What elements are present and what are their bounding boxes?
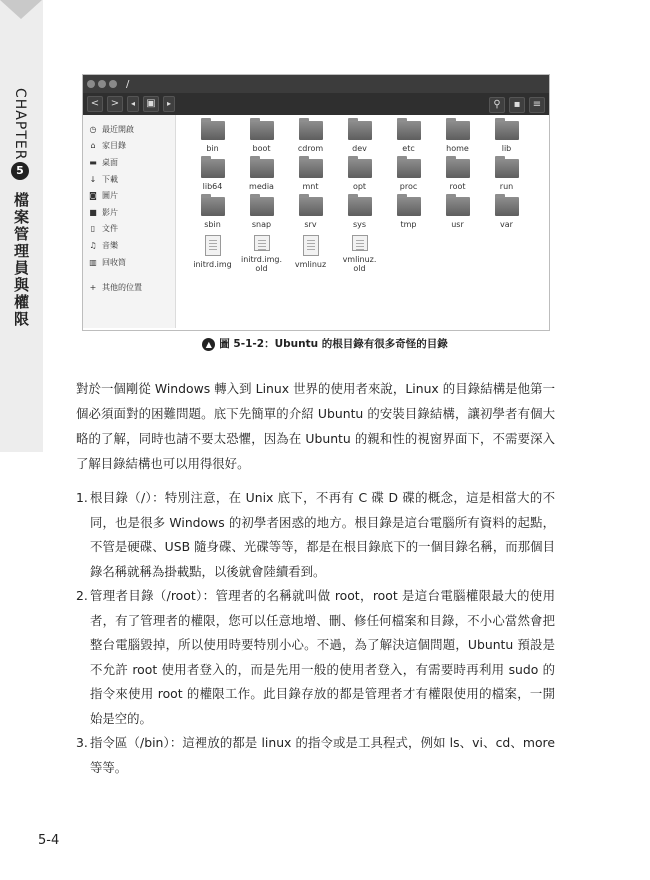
file-icon [303, 235, 319, 256]
list-number: 1. [76, 490, 88, 505]
plus-icon: + [89, 283, 97, 293]
file-manager-screenshot [82, 74, 550, 331]
folder-icon [250, 121, 274, 140]
file-name: run [499, 182, 514, 191]
sidebar-item-label: 回收筒 [102, 257, 126, 267]
file-name: dev [352, 144, 367, 153]
file-item [433, 121, 482, 159]
file-name: boot [252, 144, 271, 153]
drive-icon: ▣ [143, 96, 159, 112]
sidebar-item [83, 279, 175, 296]
places-sidebar [83, 115, 176, 328]
file-name: vmlinuz [294, 260, 327, 269]
file-item [188, 197, 237, 235]
folder-icon [250, 197, 274, 216]
file-name: home [446, 144, 469, 153]
sidebar-item-label: 影片 [102, 207, 118, 217]
file-item [433, 197, 482, 235]
caption-text: 圖 5-1-2：Ubuntu 的根目錄有很多奇怪的目錄 [219, 338, 448, 350]
file-name: initrd.img. old [240, 255, 283, 273]
file-name: tmp [400, 220, 417, 229]
chapter-title: 檔案管理員與權限 [12, 192, 30, 328]
window-content [83, 115, 549, 328]
file-item [237, 121, 286, 159]
camera-icon: ◙ [89, 191, 97, 201]
file-name: initrd.img [193, 260, 232, 269]
file-name: etc [402, 144, 415, 153]
minimize-window-icon [98, 80, 106, 88]
file-name: sys [352, 220, 367, 229]
clock-icon: ◷ [89, 124, 97, 134]
list-item [76, 486, 555, 584]
chapter-tab [0, 0, 43, 452]
page-number: 5-4 [38, 833, 60, 848]
sidebar-item-label: 桌面 [102, 157, 118, 167]
file-item [188, 121, 237, 159]
maximize-window-icon [109, 80, 117, 88]
file-name: lib [501, 144, 512, 153]
list-item [76, 731, 555, 780]
file-name: usr [451, 220, 464, 229]
file-item [335, 121, 384, 159]
file-item [188, 235, 237, 273]
sidebar-item-label: 圖片 [102, 191, 118, 201]
file-item [335, 197, 384, 235]
file-item [433, 159, 482, 197]
video-icon: ■ [89, 207, 97, 217]
folder-icon [397, 121, 421, 140]
sidebar-item [83, 187, 175, 204]
sidebar-item [83, 121, 175, 138]
home-icon: ⌂ [90, 141, 96, 151]
sidebar-item-label: 最近開啟 [102, 124, 134, 134]
file-name: proc [399, 182, 418, 191]
next-crumb-button: ▸ [163, 96, 175, 112]
folder-icon [299, 159, 323, 178]
sidebar-item-label: 其他的位置 [102, 283, 142, 293]
file-name: var [500, 220, 513, 229]
sidebar-item-label: 文件 [102, 224, 118, 234]
search-icon: ⚲ [489, 97, 505, 113]
sidebar-item [83, 254, 175, 271]
folder-icon [495, 121, 519, 140]
file-item [482, 121, 531, 159]
file-item [286, 235, 335, 273]
sidebar-item-label: 音樂 [102, 240, 118, 250]
directory-list [76, 486, 555, 780]
file-name: media [249, 182, 274, 191]
sidebar-item [83, 221, 175, 238]
file-name: srv [304, 220, 317, 229]
file-name: root [449, 182, 466, 191]
window-toolbar [83, 93, 549, 115]
file-name: mnt [302, 182, 319, 191]
file-item [482, 159, 531, 197]
folder-icon [250, 159, 274, 178]
file-item [286, 197, 335, 235]
document-icon: ▯ [90, 224, 96, 234]
sidebar-item [83, 171, 175, 188]
folder-icon [397, 159, 421, 178]
file-name: opt [352, 182, 367, 191]
file-name: lib64 [202, 182, 223, 191]
music-icon: ♫ [89, 240, 97, 250]
window-titlebar [83, 75, 549, 93]
chapter-label: CHAPTER [12, 88, 28, 161]
folder-icon [495, 197, 519, 216]
list-item [76, 584, 555, 731]
file-item [286, 121, 335, 159]
file-item [335, 235, 384, 273]
folder-icon [299, 197, 323, 216]
list-text: 管理者目錄（/root）：管理者的名稱就叫做 root，root 是這台電腦權限最大的使用者，有了管理者的權限，您可以任意地增、刪、修任何檔案和目錄，不小心當然會把整台電腦毀掉，所以使用時要特別小心。不過，為了解決這個問題，Ubuntu 預設是不允許 root 使用者登入的，而是先用一般的使用者登入，有需要時再利用 sudo 的指令來使用 root 的權限工作。此目錄存放的都是管理者才有權限使用的檔案，一開始是空的。 [90, 588, 555, 726]
folder-icon [397, 197, 421, 216]
file-icon [254, 235, 270, 251]
folder-icon [348, 159, 372, 178]
folder-icon [299, 121, 323, 140]
download-icon: ↓ [89, 174, 97, 184]
sidebar-item [83, 204, 175, 221]
back-button: < [87, 96, 103, 112]
list-number: 3. [76, 735, 88, 750]
file-grid [176, 115, 549, 328]
file-item [482, 197, 531, 235]
file-icon [352, 235, 368, 251]
file-item [188, 159, 237, 197]
file-item [384, 121, 433, 159]
file-item [384, 159, 433, 197]
folder-icon [446, 159, 470, 178]
folder-icon [348, 121, 372, 140]
file-item [335, 159, 384, 197]
folder-icon [201, 121, 225, 140]
file-item [237, 235, 286, 273]
sidebar-item [83, 138, 175, 155]
file-item [237, 197, 286, 235]
file-name: cdrom [297, 144, 324, 153]
forward-button: > [107, 96, 123, 112]
file-icon [205, 235, 221, 256]
grid-view-icon: ▪ [509, 97, 525, 113]
sidebar-item-label: 家目錄 [102, 141, 126, 151]
sidebar-item [83, 237, 175, 254]
folder-icon [201, 197, 225, 216]
desktop-icon: ▬ [89, 157, 97, 167]
file-name: sbin [204, 220, 221, 229]
file-name: snap [251, 220, 272, 229]
close-window-icon [87, 80, 95, 88]
figure-caption [0, 336, 650, 351]
folder-icon [495, 159, 519, 178]
list-text: 根目錄（/）：特別注意，在 Unix 底下，不再有 C 碟 D 碟的概念，這是相當大的不同，也是很多 Windows 的初學者困惑的地方。根目錄是這台電腦所有資料的起點，不管是硬碟、USB 隨身碟、光碟等等，都是在根目錄底下的一個目錄名稱，而那個目錄名稱就稱為掛載點，以後就會陸續看到。 [90, 490, 555, 579]
corner-marker [0, 0, 42, 19]
intro-paragraph: 對於一個剛從 Windows 轉入到 Linux 世界的使用者來說，Linux 的目錄結構是他第一個必須面對的困難問題。底下先簡單的介紹 Ubuntu 的安裝目錄結構，讓初學者有個大略的了解，同時也請不要太恐懼，因為在 Ubuntu 的親和性的視窗界面下，不需要深入了解目錄結構也可以用得很好。 [76, 381, 555, 471]
folder-icon [201, 159, 225, 178]
folder-icon [348, 197, 372, 216]
file-item [237, 159, 286, 197]
file-name: bin [206, 144, 219, 153]
list-number: 2. [76, 588, 88, 603]
list-text: 指令區（/bin）：這裡放的都是 linux 的指令或是工具程式，例如 ls、vi、cd、more 等等。 [90, 735, 555, 775]
sidebar-item [83, 154, 175, 171]
prev-crumb-button: ◂ [127, 96, 139, 112]
folder-icon [446, 121, 470, 140]
trash-icon: ▥ [89, 257, 97, 267]
file-name: vmlinuz. old [342, 255, 377, 273]
folder-icon [446, 197, 470, 216]
chapter-number: 5 [11, 162, 29, 180]
menu-icon: ≡ [529, 97, 545, 113]
file-item [286, 159, 335, 197]
sidebar-item-label: 下載 [102, 174, 118, 184]
triangle-up-icon: ▲ [202, 338, 215, 351]
file-item [384, 197, 433, 235]
window-title: / [126, 78, 130, 90]
